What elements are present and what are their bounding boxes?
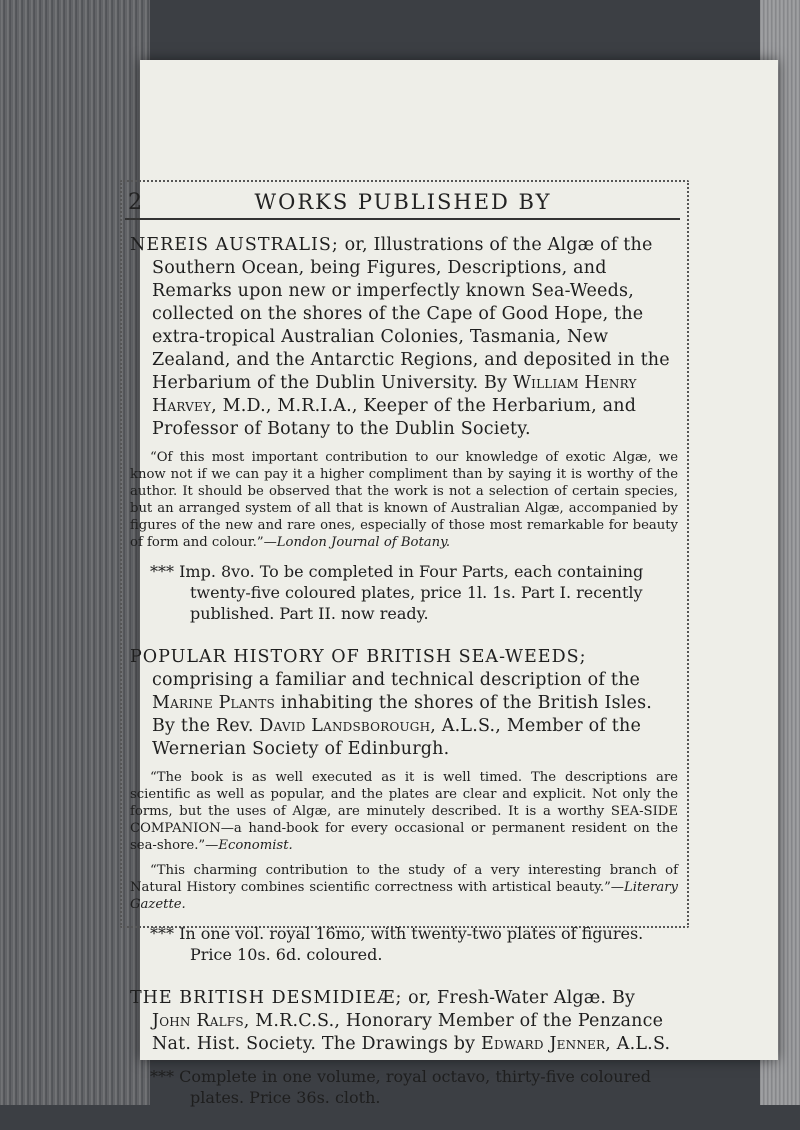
entry-title [130,234,678,441]
illustrator-name: Edward Jenner [481,1034,606,1054]
entry-title [130,987,678,1056]
quote-source: Literary Gazette. [130,880,678,912]
entry-title [130,646,678,761]
quote-text: “The book is as well executed as it is well timed. The descriptions are scientific as well as popular, and the plates are clear and explicit. Not only the forms, but the uses of Algæ, are minutely described. It is a worthy SEA-SIDE COMPANION—a hand-book for every occasional or permanent resident on the sea-shore.”— [130,770,678,853]
entry-title-text: or, Fresh-Water Algæ. By [408,988,636,1008]
entry-british-sea-weeds [130,646,678,965]
publication-note: *** In one vol. royal 16mo, with twenty-two plates of figures. Price 10s. 6d. coloured. [150,924,644,964]
entry-title-caps: NEREIS AUSTRALIS; [130,235,339,255]
review-quote [130,862,678,913]
running-head: WORKS PUBLISHED BY [254,190,552,214]
quote-source: London Journal of Botany. [276,535,451,550]
review-quote [130,449,678,551]
entry-title-text: comprising a familiar and technical description of the [152,670,641,690]
entry-title-caps: POPULAR HISTORY OF BRITISH SEA-WEEDS; [130,647,587,667]
page-number: 2 [128,190,142,215]
review-quote [130,769,678,854]
publication-note: *** Imp. 8vo. To be completed in Four Parts, each containing twenty-five coloured plates, price 1l. 1s. Part I. recently published. Part II. now ready. [150,562,644,623]
entry-title-text-2: inhabiting the shores of the British Isles. By the Rev. [152,693,653,736]
quote-source: Economist. [218,838,293,853]
publication-note: *** Complete in one volume, royal octavo, thirty-five coloured plates. Price 36s. cloth. [150,1067,651,1107]
author-name: John Ralfs [152,1011,244,1031]
entry-british-desmidieae [130,987,678,1108]
author-details: , M.R.C.S., Honorary Member of the Penzance Nat. Hist. Society. The Drawings by [152,1011,664,1054]
author-details: , A.L.S., Member of the Wernerian Society of Edinburgh. [152,716,642,759]
quote-text: “This charming contribution to the study of a very interesting branch of Natural History combines scientific correctness with artistical beauty.”— [130,863,678,895]
author-name: William Henry Harvey [152,373,637,416]
entry-title-caps: THE BRITISH DESMIDIEÆ; [130,988,403,1008]
author-details: , M.D., M.R.I.A., Keeper of the Herbarium, and Professor of Botany to the Dublin Society. [152,396,637,439]
quote-text: “Of this most important contribution to our knowledge of exotic Algæ, we know not if we can pay it a higher compliment than by saying it is worthy of the author. It should be observed that the work is not a selection of certain species, but an arranged system of all that is known of Australian Algæ, accompanied by figures of the new and rare ones, especially of those most remarkable for beauty of form and colour.”— [130,450,678,550]
entry-title-smallcaps: Marine Plants [152,693,275,713]
illustrator-details: , A.L.S. [605,1034,671,1054]
author-name: David Landsborough [259,716,431,736]
entry-title-text: or, Illustrations of the Algæ of the Southern Ocean, being Figures, Descriptions, and Remarks upon new or imperfectly known Sea-Weeds, collected on the shores of the Cape of Good Hope, the extra-tropical Australian Colonies, Tasmania, New Zealand, and the Antarctic Regions, and deposited in the Herbarium of the Dublin University. By [152,235,670,393]
page-content [130,234,678,1130]
header-rule [125,218,680,220]
entry-nereis-australis [130,234,678,624]
